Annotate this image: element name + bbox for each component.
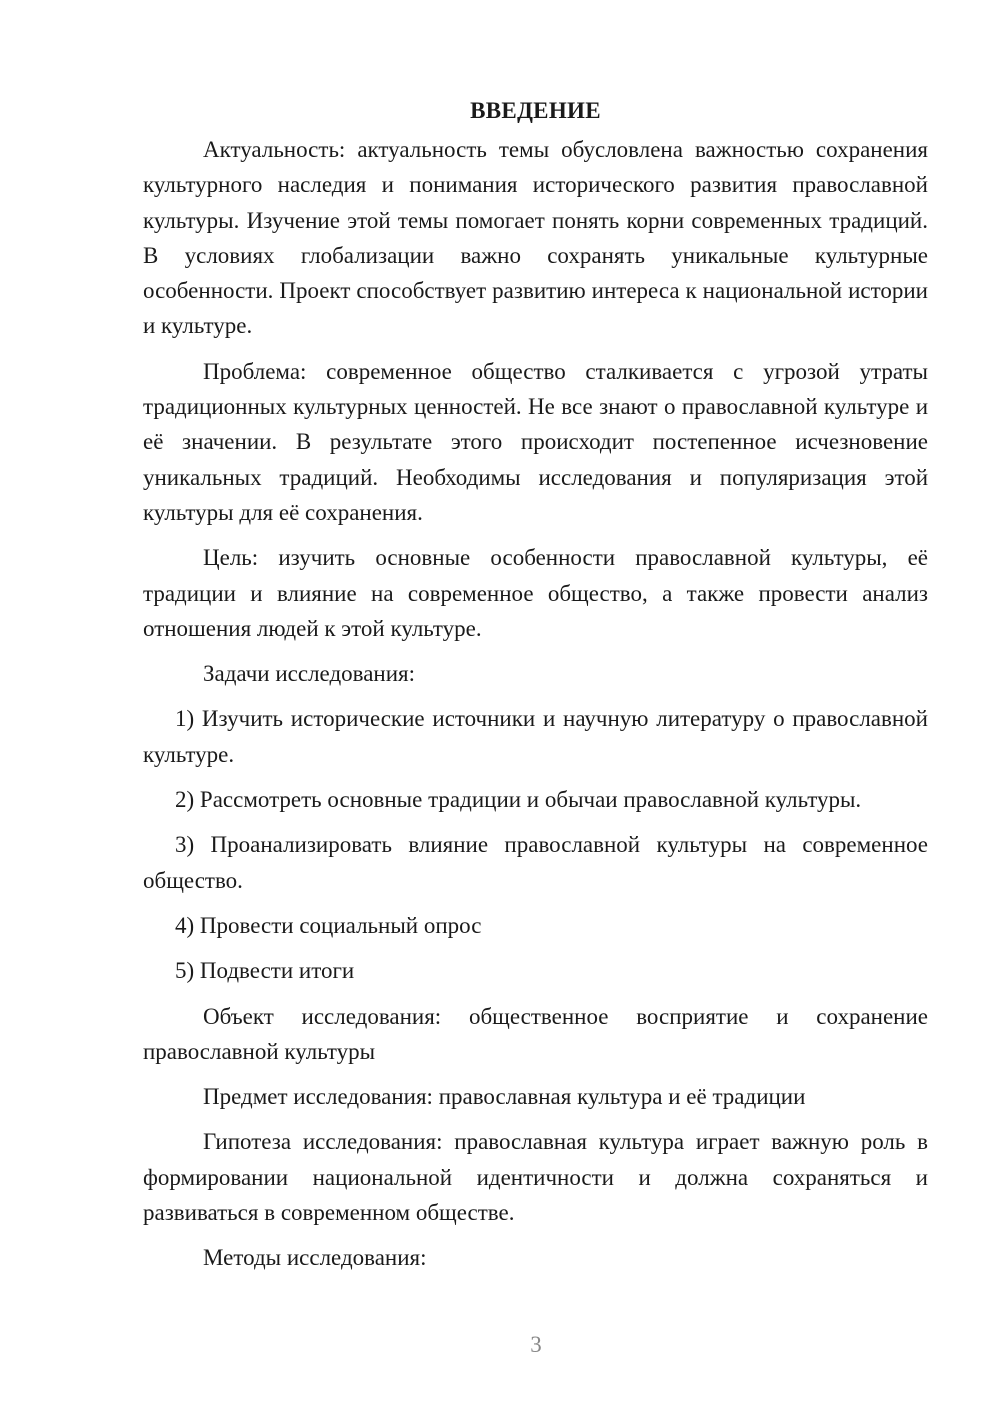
task-item-2: 2) Рассмотреть основные традиции и обычаи православной культуры.: [175, 787, 862, 813]
task-item-3: 3) Проанализировать влияние православной культуры на современное общество.: [143, 832, 928, 893]
tasks-heading: Задачи исследования:: [203, 661, 416, 687]
page-content: [143, 96, 928, 1276]
paragraph-goal: Цель: изучить основные особенности православной культуры, её традиции и влияние на современное общество, а также провести анализ отношения людей к этой культуре.: [143, 545, 928, 641]
task-item-1: 1) Изучить исторические источники и научную литературу о православной культуре.: [143, 706, 928, 767]
page-number: 3: [530, 1332, 542, 1357]
paragraph-problem: Проблема: современное общество сталкивается с угрозой утраты традиционных культурных ценностей. Не все знают о православной культуре и её значении. В результате этого происходит постепенное исчезновение уникальных традиций. Необходимы исследования и популяризация этой культуры для её сохранения.: [143, 358, 928, 525]
task-item-4: 4) Провести социальный опрос: [175, 912, 482, 938]
paragraph-subject: Предмет исследования: православная культура и её традиции: [203, 1084, 806, 1110]
methods-heading: Методы исследования:: [203, 1245, 427, 1271]
section-title: ВВЕДЕНИЕ: [470, 98, 601, 123]
task-item-5: 5) Подвести итоги: [175, 958, 355, 984]
paragraph-relevance: Актуальность: актуальность темы обусловлена важностью сохранения культурного наследия и понимания исторического развития православной культуры. Изучение этой темы помогает понять корни современных традиций. В условиях глобализации важно сохранять уникальные культурные особенности. Проект способствует развитию интереса к национальной истории и культуре.: [143, 137, 928, 339]
paragraph-hypothesis: Гипотеза исследования: православная культура играет важную роль в формировании национальной идентичности и должна сохраняться и развиваться в современном обществе.: [143, 1129, 928, 1226]
paragraph-object: Объект исследования: общественное восприятие и сохранение православной культуры: [143, 1003, 928, 1064]
